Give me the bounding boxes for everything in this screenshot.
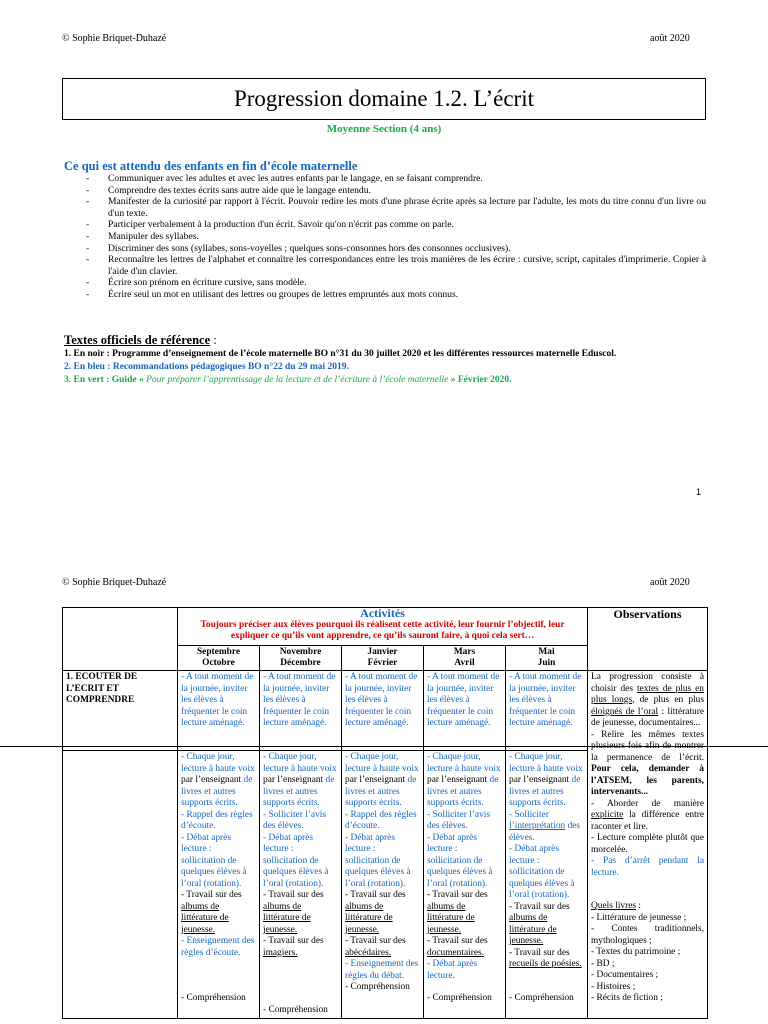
text-span: - Travail sur des (181, 890, 242, 900)
official-texts-label: Textes officiels de référence (64, 333, 211, 347)
text-span: - Travail sur des (427, 936, 488, 946)
activity-cell (424, 751, 506, 1019)
month-header (260, 646, 342, 671)
activity-text (263, 936, 338, 959)
copyright: © Sophie Briquet-Duhazé (62, 577, 167, 588)
obs-text: : (636, 901, 641, 911)
list-item: - Textes du patrimoine ; (591, 947, 681, 957)
text-span: par (427, 775, 439, 785)
text-span: - Chaque jour, lecture à haute voix (345, 752, 419, 774)
activity-text: - Débat après lecture. (427, 959, 477, 981)
obs-text: Pour cela, demander à l’ATSEM, les parents, intervenants... (591, 764, 704, 797)
text-span: de livres et autres supports écrits. (345, 775, 417, 808)
month-header (424, 646, 506, 671)
text-span: l’enseignant (359, 775, 406, 785)
list-item: - Participer verbalement à la production d'un écrit. Savoir qu'on n'écrit pas comme on parle. (96, 219, 706, 231)
text-span: - Travail sur des (263, 936, 324, 946)
spacer (509, 971, 584, 993)
expectations-list (96, 173, 706, 301)
month-name: Octobre (202, 658, 235, 668)
list-item: - Communiquer avec les adultes et avec les autres enfants par le langage, en se faisant comprendre. (96, 173, 706, 185)
reference-3-suffix: » Février 2020. (448, 375, 512, 385)
text-span: l’enseignant (523, 775, 570, 785)
page-divider-line (0, 746, 768, 747)
text-span: - Chaque jour, lecture à haute voix (509, 752, 583, 774)
list-item: - Récits de fiction ; (591, 993, 663, 1003)
list-item: - Discriminer des sons (syllabes, sons-voyelles ; quelques sons-consonnes hors des consonnes occlusives). (96, 243, 706, 255)
activity-cell (260, 751, 342, 1019)
activity-cell: - A tout moment de la journée, inviter les élèves à fréquenter le coin lecture aménagé. (260, 671, 342, 751)
text-span: - Travail sur des (345, 936, 406, 946)
obs-paragraph (591, 901, 704, 913)
row-label-empty (63, 751, 178, 1019)
obs-text: textes de plus en plus longs (591, 683, 704, 705)
activity-text: - Enseignement des règles d’écoute. (181, 936, 255, 958)
list-item: - Comprendre des textes écrits sans autre aide que le langage entendu. (96, 185, 706, 197)
text-span: recueils de poésies. (509, 959, 582, 969)
text-span: - Travail sur des (345, 890, 406, 900)
activity-cell: - A tout moment de la journée, inviter les élèves à fréquenter le coin lecture aménagé. (178, 671, 260, 751)
text-span: de livres et autres supports écrits. (509, 775, 581, 808)
obs-text: éloignés de l’oral (591, 706, 659, 717)
spacer (263, 959, 338, 1005)
text-span: par (509, 775, 521, 785)
month-header (342, 646, 424, 671)
table-corner-cell (63, 608, 178, 671)
text-span: par (263, 775, 275, 785)
page-title: Progression domaine 1.2. L’écrit (62, 78, 706, 120)
text-span: albums de littérature de jeunesse. (509, 913, 557, 946)
activity-text: - Compréhension (263, 1005, 328, 1015)
month-name: Mars (453, 647, 476, 657)
obs-text: , de plus en plus (632, 695, 704, 705)
activity-text: - Compréhension (509, 992, 574, 1003)
activity-text (427, 936, 502, 959)
activity-text: - Débat après lecture : sollicitation de quelques élèves à l’oral (rotation). (345, 832, 411, 889)
obs-text: - Aborder de manière (591, 798, 704, 809)
reference-3-prefix: 3. En vert : Guide « (64, 375, 147, 385)
header-date: août 2020 (650, 577, 690, 588)
reference-1: 1. En noir : Programme d’enseignement de l’école maternelle BO n°31 du 30 juillet 2020 et les différentes ressources maternelle Eduscol. (64, 349, 617, 359)
text-span: l’enseignant (277, 775, 324, 785)
obs-text: : littérature de jeunesse, documentaires... (591, 706, 704, 728)
activity-cell: - A tout moment de la journée, inviter les élèves à fréquenter le coin lecture aménagé. (342, 671, 424, 751)
obs-paragraph: - Lecture complète plutôt que morcelée. (591, 833, 704, 855)
text-span: albums de littérature de jeunesse. (345, 901, 393, 935)
activity-text (263, 752, 338, 810)
activity-text: - Débat après lecture : sollicitation de quelques élèves à l’oral (rotation). (263, 832, 329, 889)
official-texts-colon: : (210, 333, 217, 347)
activity-text (345, 890, 420, 936)
text-span: - Travail sur des (263, 890, 324, 900)
obs-paragraph (591, 672, 704, 730)
activity-text (345, 936, 420, 959)
list-item: - Histoires ; (591, 981, 636, 992)
obs-paragraph (591, 730, 704, 799)
month-name: Mai (538, 647, 555, 657)
activity-text (427, 890, 502, 936)
spacer (591, 879, 704, 901)
activity-text: - Rappel des règles d’écoute. (345, 809, 417, 831)
activity-text: - Compréhension (181, 993, 246, 1003)
text-span: par (345, 775, 357, 785)
activity-text: - Débat après lecture : sollicitation de quelques élèves à l’oral (rotation). (427, 832, 493, 889)
progression-table (62, 607, 708, 1019)
list-item: - Écrire seul un mot en utilisant des lettres ou groupes de lettres empruntés aux mots connus. (96, 289, 706, 301)
obs-text: la différence entre raconter et lire. (591, 810, 704, 832)
list-item: - Manipuler des syllabes. (96, 231, 706, 243)
activity-text: - Compréhension (427, 993, 492, 1003)
reference-3-guide-title: Pour préparer l’apprentissage de la lecture et de l’écriture à l’école maternelle (146, 375, 449, 385)
activities-title: Activités (360, 607, 405, 620)
month-header (178, 646, 260, 671)
activity-text: - Débat après lecture : sollicitation de quelques élèves à l’oral (rotation). (181, 832, 247, 889)
text-span: - Travail sur des (509, 947, 570, 958)
text-span: l’interprétation (509, 821, 566, 831)
activity-text (181, 890, 256, 936)
obs-text: Quels livres (591, 901, 637, 911)
activity-text (509, 752, 584, 810)
spacer (427, 982, 502, 993)
activity-text (263, 890, 338, 936)
observations-cell (588, 671, 708, 1019)
activity-text (509, 810, 584, 845)
reference-3 (64, 375, 511, 385)
activity-text: - Compréhension (345, 982, 410, 992)
row-label: 1. ECOUTER DE L’ECRIT ET COMPRENDRE (63, 671, 178, 751)
list-item: - BD ; (591, 958, 615, 969)
month-name: Novembre (279, 647, 322, 657)
text-span: documentaires. (427, 947, 485, 958)
list-item: - Littérature de jeunesse ; (591, 912, 687, 923)
text-span: des élèves. (509, 821, 581, 843)
activity-text (345, 752, 420, 810)
observations-header (588, 608, 708, 671)
text-span: albums de littérature de jeunesse. (427, 901, 475, 935)
activity-cell (506, 751, 588, 1019)
official-texts-heading (64, 333, 217, 348)
activity-text (427, 752, 502, 810)
activity-cell (178, 751, 260, 1019)
text-span: albums de littérature de jeunesse. (181, 901, 229, 935)
activity-text: - Solliciter l’avis des élèves. (263, 809, 327, 831)
observations-title: Observations (613, 607, 682, 621)
obs-text: La progression consiste à choisir des (591, 672, 704, 694)
month-name: Juin (537, 658, 556, 668)
activity-cell: - A tout moment de la journée, inviter les élèves à fréquenter le coin lecture aménagé. (506, 671, 588, 751)
text-span: de livres et autres supports écrits. (263, 775, 335, 808)
obs-text: - Relire les mêmes textes plusieurs fois afin de montrer la permanence de l’écrit. (591, 729, 704, 763)
text-span: de livres et autres supports écrits. (427, 775, 499, 808)
month-name: Septembre (196, 647, 241, 657)
month-name: Décembre (280, 658, 321, 668)
text-span: imagiers. (263, 947, 298, 958)
text-span: par (181, 775, 193, 785)
activity-text (181, 752, 256, 810)
obs-text: explicite (591, 810, 624, 820)
activity-text: - Solliciter l’avis des élèves. (427, 809, 491, 831)
activity-text: - Débat après lecture : sollicitation de quelques élèves à l’oral (rotation). (509, 844, 575, 900)
list-item: - Écrire son prénom en écriture cursive, sans modèle. (96, 277, 706, 289)
list-item: - Contes traditionnels, mythologiques ; (591, 924, 704, 946)
expectations-heading: Ce qui est attendu des enfants en fin d’école maternelle (64, 159, 358, 173)
month-name: Avril (454, 658, 475, 668)
text-span: - Solliciter (509, 809, 549, 820)
text-span: de livres et autres supports écrits. (181, 775, 253, 808)
obs-paragraph: - Pas d’arrêt pendant la lecture. (591, 856, 704, 878)
text-span: abécédaires. (345, 947, 392, 958)
spacer (181, 959, 256, 993)
activity-text (509, 902, 584, 948)
activities-header (178, 608, 588, 646)
activity-cell: - A tout moment de la journée, inviter les élèves à fréquenter le coin lecture aménagé. (424, 671, 506, 751)
text-span: - Chaque jour, lecture à haute voix (181, 752, 255, 774)
text-span: albums de littérature de jeunesse. (263, 901, 311, 935)
page-number: 1 (696, 487, 702, 497)
activity-text (509, 948, 584, 971)
activity-cell (342, 751, 424, 1019)
text-span: l’enseignant (441, 775, 488, 785)
text-span: l’enseignant (195, 775, 242, 785)
month-name: Janvier (367, 647, 398, 657)
text-span: - Chaque jour, lecture à haute voix (427, 752, 501, 774)
month-header (506, 646, 588, 671)
copyright: © Sophie Briquet-Duhazé (62, 33, 167, 44)
activity-text: - Rappel des règles d’écoute. (181, 809, 253, 831)
header-date: août 2020 (650, 33, 690, 44)
activity-text: - Enseignement des règles du débat. (345, 959, 419, 981)
text-span: - Chaque jour, lecture à haute voix (263, 752, 337, 774)
obs-paragraph (591, 799, 704, 834)
list-item: - Documentaires ; (591, 970, 659, 980)
reference-2: 2. En bleu : Recommandations pédagogiques BO n°22 du 29 mai 2019. (64, 362, 349, 372)
activities-note: Toujours préciser aux élèves pourquoi ils réalisent cette activité, leur fournir l’objectif, leur expliquer ce qu’ils vont apprendre, ce qu’ils sauront faire, à quoi cela sert… (200, 619, 565, 641)
list-item: - Reconnaître les lettres de l'alphabet et connaître les correspondances entre les trois manières de les écrire : cursive, script, capitales d'imprimerie. Copier à l'aide d'un clavier. (96, 254, 706, 277)
month-name: Février (367, 658, 398, 668)
text-span: - Travail sur des (509, 901, 570, 912)
page-subtitle: Moyenne Section (4 ans) (326, 123, 442, 135)
list-item: - Manifester de la curiosité par rapport à l'écrit. Pouvoir redire les mots d'une phrase écrite après sa lecture par l'adulte, les mots du titre connu d'un livre ou d'un texte. (96, 196, 706, 219)
text-span: - Travail sur des (427, 890, 488, 900)
